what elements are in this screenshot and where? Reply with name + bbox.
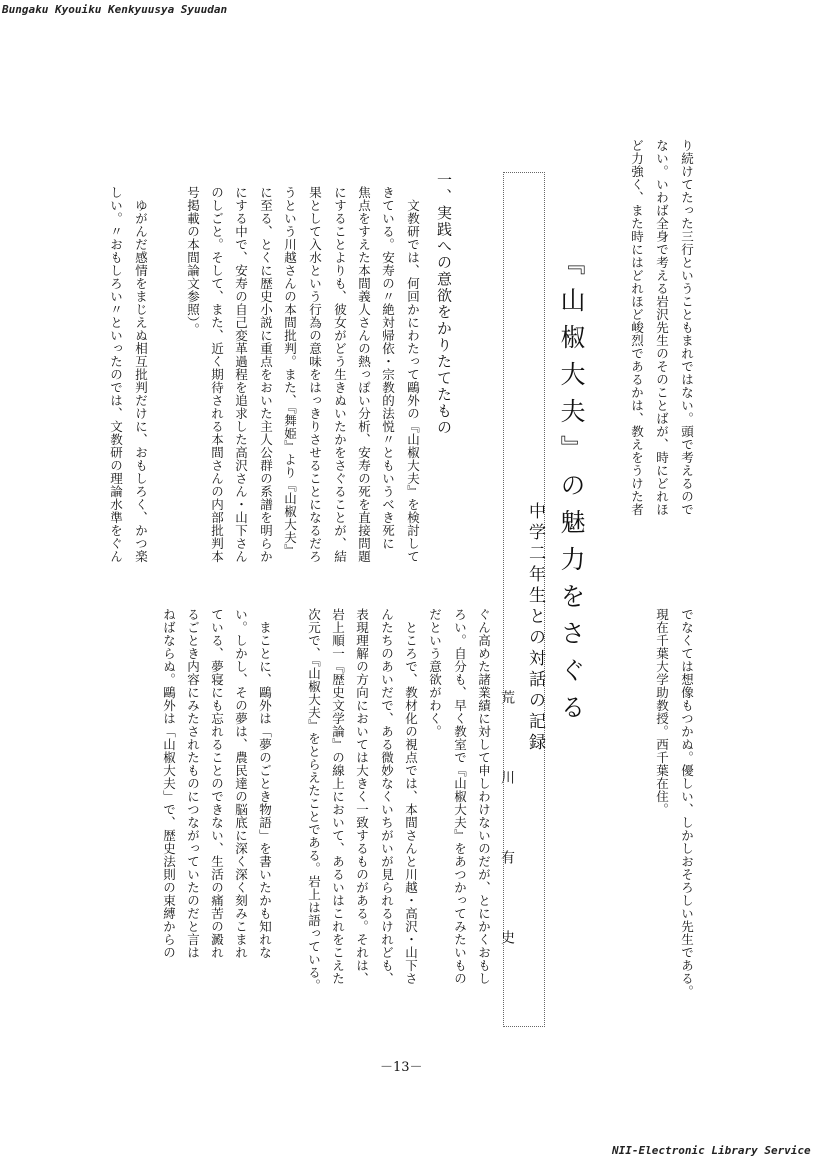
upper-text-line-2: ない。いわば全身で考える岩沢先生のそのことばが、時にどれほ	[654, 139, 670, 516]
body-line: しい。〃おもしろい〃といったのでは、文教研の理論水準をぐん	[108, 186, 124, 563]
quote-line: ている、夢寝にも忘れることのできない、生活の痛苦の澱れ	[209, 608, 225, 959]
body-line: 号掲載の本間論文参照）。	[185, 186, 201, 336]
quote-line: まことに、鷗外は「夢のごとき物語」を書いたかも知れな	[257, 608, 273, 959]
body-line: だという意欲がわく。	[427, 608, 443, 738]
quote-line: い。しかし、その夢は、農民達の脳底に深く深く刻みこまれ	[233, 608, 249, 959]
body-line: のしごと。そして、また、近く期待される本間さんの内部批判本	[209, 186, 225, 563]
body-line: ろい。自分も、早く教室で『山椒大夫』をあつかってみたいもの	[452, 608, 468, 985]
body-line: きている。安寿の〃絶対帰依・宗教的法悦〃ともいうべき死に	[380, 186, 396, 550]
body-line: ぐん高めた諸業績に対して申しわけないのだが、とにかくおもし	[476, 608, 492, 985]
body-line: ところで、教材化の視点では、本間さんと川越・高沢・山下さ	[403, 608, 419, 985]
upper-text-line-4: でなくては想像もつかぬ。優しい、しかしおそろしい先生である。	[679, 608, 695, 998]
body-line: うという川越さんの本間批判。また、『舞姫』より『山椒大夫』	[282, 186, 298, 557]
body-line: 文教研では、何回かにわたって鷗外の『山椒大夫』を検討して	[405, 199, 421, 563]
library-service-footer: NII-Electronic Library Service	[612, 1144, 811, 1157]
upper-text-line-1: り続けてたった三行ということもまれではない。頭で考えるので	[679, 139, 695, 516]
journal-header: Bungaku Kyouiku Kenkyuusya Syuudan	[2, 3, 228, 16]
quote-line: るごとき内容にみたされたものにつながっていたのだと言は	[185, 608, 201, 959]
page-number: －13－	[380, 1060, 423, 1075]
body-line: にする中で、安寿の自己変革過程を追求した高沢さん・山下さん	[233, 186, 249, 563]
body-line: 次元で、『山椒大夫』をとらえたことである。岩上は語っている。	[306, 608, 322, 992]
body-line: 表現理解の方向においては大きく一致するものがある。それは、	[354, 608, 370, 985]
section-heading: 一、実践への意欲をかりたてたもの	[435, 172, 453, 436]
article-author: 荒 川 有 史	[499, 690, 515, 970]
article-title: 『山椒大夫』の魅力をさぐる	[557, 250, 586, 731]
article-subtitle: 中学二年生との対話の記録	[525, 502, 545, 754]
body-line: に至る、とくに歴史小説に重点をおいた主人公群の系譜を明らか	[258, 186, 274, 563]
body-line: んたちのあいだで、ある微妙なくいちがいが見られるけれども、	[379, 608, 395, 985]
upper-text-line-5: 現在千葉大学助教授。西千葉在住。	[654, 608, 670, 816]
body-line: 焦点をすえた本間義人さんの熱っぽい分析、安寿の死を直接問題	[356, 186, 372, 563]
upper-text-line-3: ど力強く、また時にはどれほど峻烈であるかは、教えをうけた者	[629, 139, 645, 516]
body-line: 岩上順一『歴史文学論』の線上において、あるいはこれをこえた	[330, 608, 346, 985]
quote-line: ねばならぬ。鷗外は「山椒大夫」で、歴史法則の束縛からの	[161, 608, 177, 959]
body-line: ゆがんだ感情をまじえぬ相互批判だけに、おもしろく、かつ楽	[133, 186, 149, 563]
body-line: 果として入水という行為の意味をはっきりさせることになるだろ	[307, 186, 323, 563]
body-line: にすることよりも、彼女がどう生きぬいたかをさぐることが、結	[332, 186, 348, 563]
